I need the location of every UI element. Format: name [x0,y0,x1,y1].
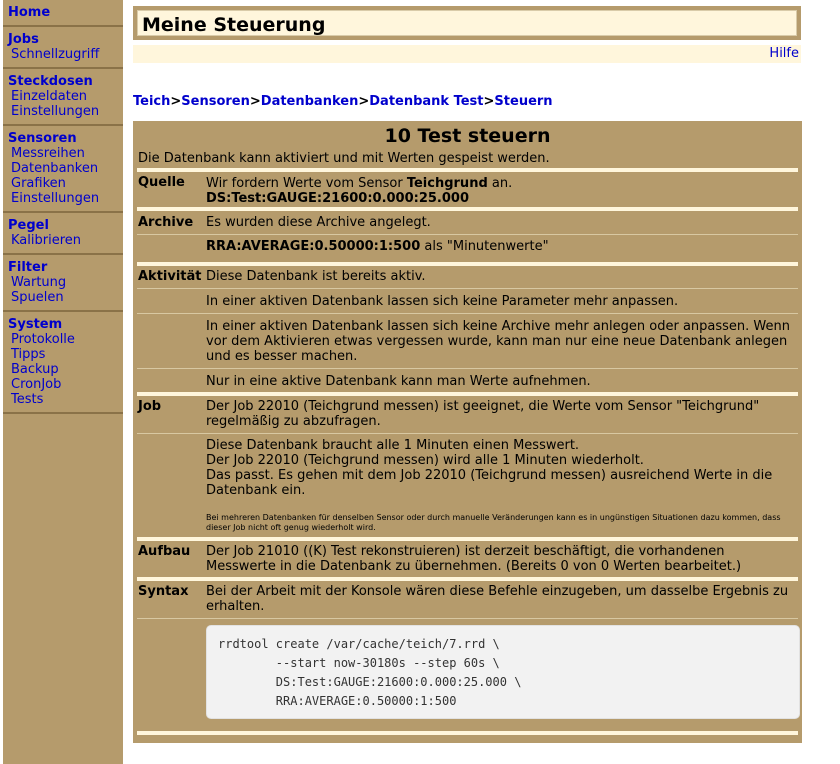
nav-jobs[interactable]: Jobs [8,32,39,47]
section-separator [137,392,798,396]
archive-text: Es wurden diese Archive angelegt. [206,215,431,230]
nav-group-pegel [3,213,123,255]
nav-pegel[interactable]: Pegel [8,218,49,233]
nav-group-home [3,0,123,27]
job-line-3: Das passt. Es gehen mit dem Job 22010 (Teichgrund messen) ausreichend Werte in die Datenbank ein. [206,468,773,498]
job-line-2: Der Job 22010 (Teichgrund messen) wird alle 1 Minuten wiederholt. [206,453,644,468]
job-note: Bei mehreren Datenbanken für denselben Sensor oder durch manuelle Veränderungen kann es in ungünstigen Situationen dazu kommen, dass dieser Job nicht oft genug wiederholt wird. [206,513,781,532]
quelle-ds: DS:Test:GAUGE:21600:0.000:25.000 [206,191,470,206]
page-title-box [133,6,801,40]
syntax-label: Syntax [138,584,189,599]
breadcrumb-separator: > [249,94,261,109]
nav-protokolle[interactable]: Protokolle [11,332,75,347]
section-separator [137,168,798,172]
nav-steckdosen-einstellungen[interactable]: Einstellungen [11,104,100,119]
nav-kalibrieren[interactable]: Kalibrieren [11,233,81,248]
row-divider [137,288,798,289]
page-title: Meine Steuerung [142,14,326,36]
row-divider [137,234,798,235]
nav-system[interactable]: System [8,317,63,332]
aufbau-text: Der Job 21010 ((K) Test rekonstruieren) ist derzeit beschäftigt, die vorhandenen Messwerte in die Datenbank zu übernehmen. (Bereits 0 von 0 Werten bearbeitet.) [206,544,742,574]
panel-title: 10 Test steuern [384,125,551,147]
section-separator [137,577,798,581]
row-divider [137,313,798,314]
breadcrumb-sensoren[interactable]: Sensoren [181,94,250,109]
section-separator [137,731,798,735]
job-line-1: Diese Datenbank braucht alle 1 Minuten einen Messwert. [206,438,580,453]
nav-schnellzugriff[interactable]: Schnellzugriff [11,47,100,62]
breadcrumb-steuern[interactable]: Steuern [494,94,553,109]
job-text-1: Der Job 22010 (Teichgrund messen) ist geeignet, die Werte vom Sensor "Teichgrund" regelmäßig zu abzufragen. [206,399,760,429]
nav-wartung[interactable]: Wartung [11,275,67,290]
breadcrumb-separator: > [483,94,495,109]
aktivitaet-label: Aktivität [138,269,202,284]
nav-sensoren[interactable]: Sensoren [8,131,77,146]
archive-rra-value: RRA:AVERAGE:0.50000:1:500 [206,239,421,254]
aktivitaet-text-4: Nur in eine aktive Datenbank kann man Werte aufnehmen. [206,374,591,389]
nav-backup[interactable]: Backup [11,362,59,377]
nav-group-sensoren [3,126,123,213]
breadcrumb [133,94,553,109]
breadcrumb-separator: > [170,94,182,109]
breadcrumb-teich[interactable]: Teich [133,94,171,109]
nav-einzeldaten[interactable]: Einzeldaten [11,89,88,104]
nav-group-steckdosen [3,69,123,126]
sidebar [3,0,123,764]
help-bar [133,45,801,63]
job-check [206,438,796,498]
aufbau-label: Aufbau [138,544,191,559]
quelle-post: an. [487,176,513,191]
archive-rra [206,239,796,254]
aktivitaet-text-3: In einer aktiven Datenbank lassen sich keine Archive mehr anlegen oder anpassen. Wenn vor dem Aktivieren etwas vergessen wurde, kann man nur eine neue Datenbank anlegen und es besser machen. [206,319,790,364]
breadcrumb-datenbank-test[interactable]: Datenbank Test [369,94,484,109]
section-separator [137,537,798,541]
nav-steckdosen[interactable]: Steckdosen [8,74,93,89]
row-divider [137,433,798,434]
breadcrumb-separator: > [358,94,370,109]
nav-home[interactable]: Home [8,5,51,20]
aktivitaet-text-2: In einer aktiven Datenbank lassen sich keine Parameter mehr anpassen. [206,294,679,309]
page-title-inner [137,10,797,36]
job-label: Job [138,399,162,414]
code-text: rrdtool create /var/cache/teich/7.rrd \ --start now-30180s --step 60s \ DS:Test:GAUGE:21600:0.000:25.000 \ RRA:AVERAGE:0.50000:1:500 [218,637,522,708]
quelle-label: Quelle [138,175,185,190]
nav-filter[interactable]: Filter [8,260,48,275]
archive-label: Archive [138,215,194,230]
archive-rra-suffix: als "Minutenwerte" [420,239,549,254]
code-block [206,625,800,719]
section-separator [137,262,798,266]
row-divider [137,618,798,619]
nav-cronjob[interactable]: CronJob [11,377,62,392]
breadcrumb-datenbanken[interactable]: Datenbanken [260,94,359,109]
nav-tests[interactable]: Tests [11,392,44,407]
nav-group-jobs [3,27,123,69]
syntax-text: Bei der Arbeit mit der Konsole wären diese Befehle einzugeben, um dasselbe Ergebnis zu erhalten. [206,584,789,614]
nav-messreihen[interactable]: Messreihen [11,146,85,161]
quelle-text [206,176,796,206]
quelle-sensor: Teichgrund [406,176,488,191]
nav-group-system [3,312,123,414]
row-divider [137,368,798,369]
aktivitaet-text-1: Diese Datenbank ist bereits aktiv. [206,269,426,284]
nav-datenbanken[interactable]: Datenbanken [11,161,99,176]
quelle-pre: Wir fordern Werte vom Sensor [206,176,407,191]
section-separator [137,207,798,211]
help-link[interactable]: Hilfe [769,46,799,61]
nav-sensoren-einstellungen[interactable]: Einstellungen [11,191,100,206]
panel-description: Die Datenbank kann aktiviert und mit Werten gespeist werden. [138,151,550,166]
nav-group-filter [3,255,123,312]
nav-grafiken[interactable]: Grafiken [11,176,66,191]
nav-spuelen[interactable]: Spuelen [11,290,64,305]
control-panel [133,121,802,743]
nav-tipps[interactable]: Tipps [11,347,46,362]
